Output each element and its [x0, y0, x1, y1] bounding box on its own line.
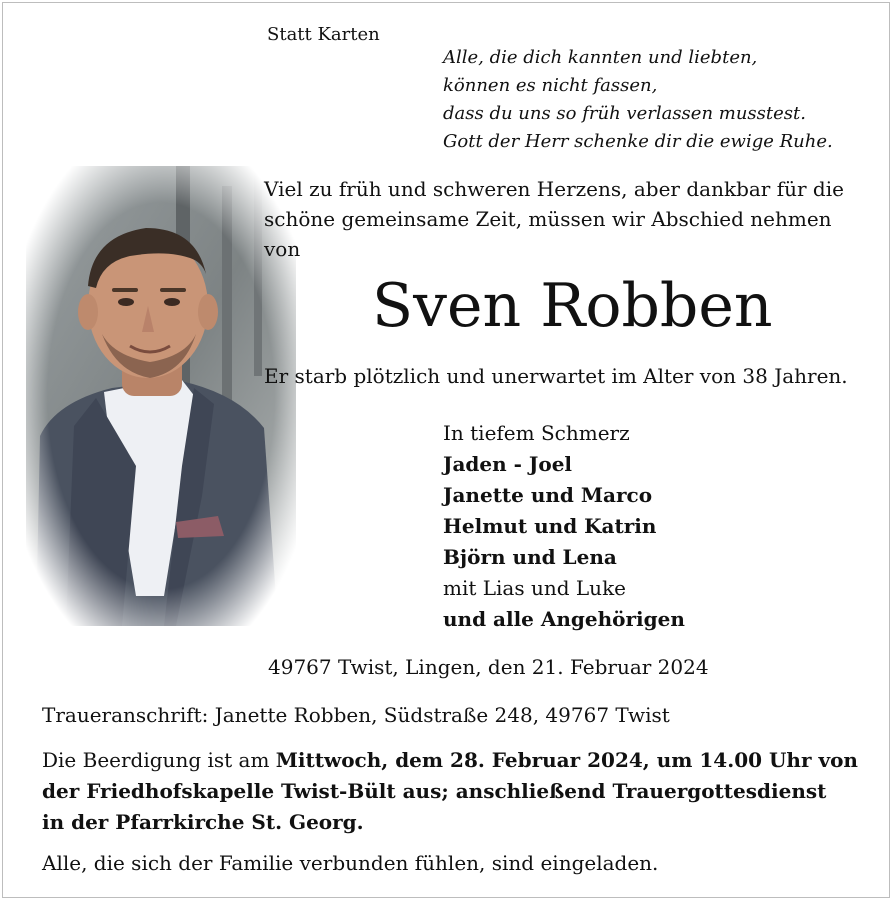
portrait-photo: [26, 166, 296, 626]
funeral-location: der Friedhofskapelle Twist-Bült aus; anschließend Trauergottesdienst: [42, 779, 827, 803]
poem-line: dass du uns so früh verlassen musstest.: [443, 103, 806, 124]
mourner-children: mit Lias und Luke: [443, 576, 627, 600]
place-date: 49767 Twist, Lingen, den 21. Februar 2024: [268, 655, 709, 679]
funeral-info: [42, 745, 862, 838]
poem-line: Gott der Herr schenke dir die ewige Ruhe.: [443, 131, 833, 152]
intro-text: [264, 174, 864, 264]
intro-line: Viel zu früh und schweren Herzens, aber dankbar für die: [264, 177, 844, 201]
funeral-line: [42, 745, 862, 776]
funeral-text: Die Beerdigung ist am: [42, 748, 276, 772]
mourner-name: Jaden - Joel: [443, 452, 573, 476]
poem-line: können es nicht fassen,: [443, 75, 658, 96]
funeral-church: in der Pfarrkirche St. Georg.: [42, 810, 364, 834]
mourners-heading: In tiefem Schmerz: [443, 421, 630, 445]
poem-line: Alle, die dich kannten und liebten,: [443, 47, 758, 68]
intro-line: von: [264, 237, 301, 261]
mourner-name: Helmut und Katrin: [443, 514, 657, 538]
mourner-name: Janette und Marco: [443, 483, 653, 507]
deceased-name: Sven Robben: [372, 271, 773, 341]
mourner-relatives: und alle Angehörigen: [443, 607, 685, 631]
mourning-address: Traueranschrift: Janette Robben, Südstraße 248, 49767 Twist: [42, 703, 670, 727]
poem: [443, 44, 873, 156]
intro-line: schöne gemeinsame Zeit, müssen wir Abschied nehmen: [264, 207, 832, 231]
funeral-datetime: Mittwoch, dem 28. Februar 2024, um 14.00 Uhr von: [275, 748, 858, 772]
mourners-list: [443, 418, 685, 635]
mourner-name: Björn und Lena: [443, 545, 617, 569]
death-statement: Er starb plötzlich und unerwartet im Alter von 38 Jahren.: [264, 364, 848, 388]
statt-karten-label: Statt Karten: [267, 24, 380, 45]
invitation-text: Alle, die sich der Familie verbunden fühlen, sind eingeladen.: [42, 851, 659, 875]
